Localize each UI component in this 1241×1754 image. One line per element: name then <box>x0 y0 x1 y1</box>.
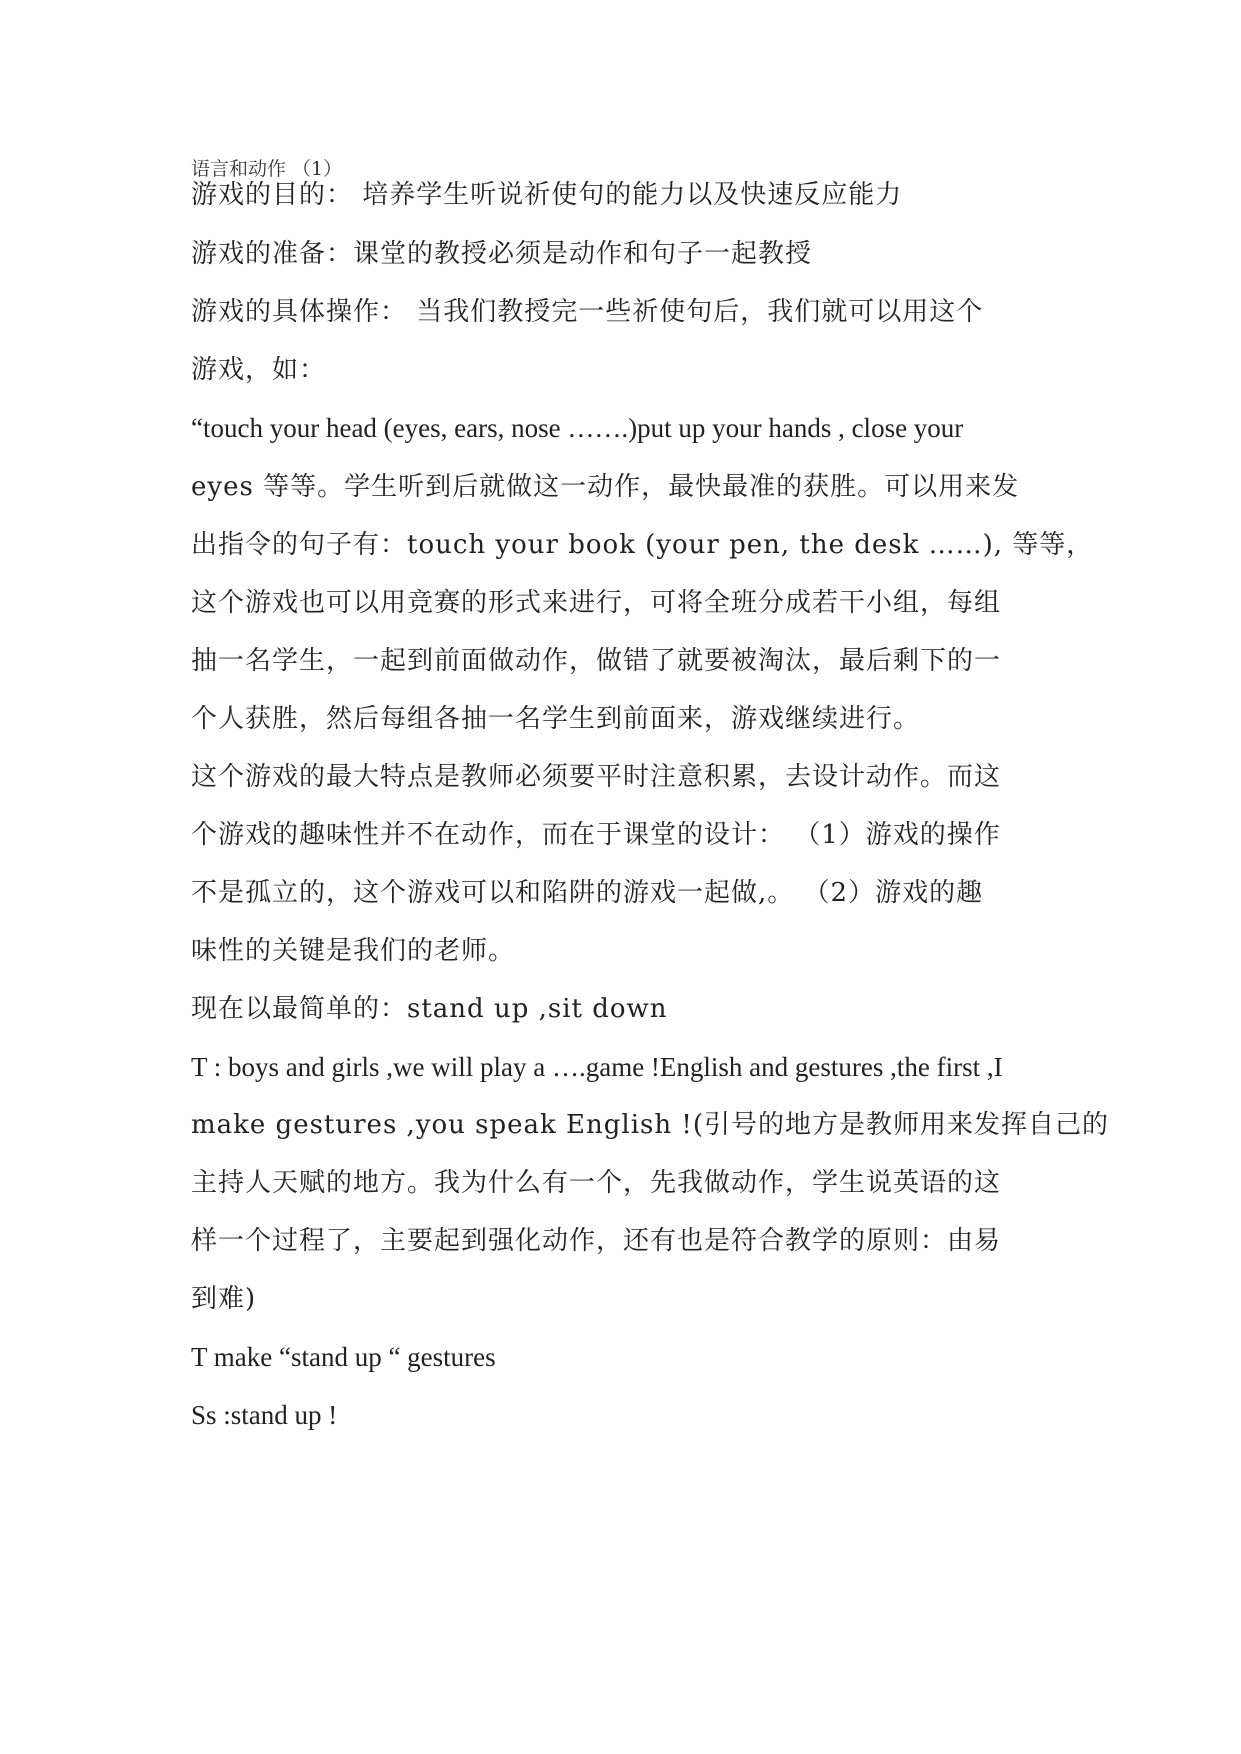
text-line-dialogue: Ss :stand up ! <box>191 1400 338 1430</box>
text-line: 不是孤立的，这个游戏可以和陷阱的游戏一起做,。 （2）游戏的趣 <box>191 878 984 908</box>
text-line-preparation: 游戏的准备：课堂的教授必须是动作和句子一起教授 <box>191 239 813 269</box>
text-line: 这个游戏的最大特点是教师必须要平时注意积累，去设计动作。而这 <box>191 762 1002 792</box>
text-line: 主持人天赋的地方。我为什么有一个，先我做动作，学生说英语的这 <box>191 1168 1002 1198</box>
text-line-operation: 游戏的具体操作： 当我们教授完一些祈使句后，我们就可以用这个 <box>191 297 984 327</box>
text-line-goal: 游戏的目的： 培养学生听说祈使句的能力以及快速反应能力 <box>191 180 903 210</box>
text-line: 个游戏的趣味性并不在动作，而在于课堂的设计： （1）游戏的操作 <box>191 820 1001 850</box>
text-line: 抽一名学生，一起到前面做动作，做错了就要被淘汰，最后剩下的一 <box>191 646 1002 676</box>
text-line: 游戏，如： <box>191 355 327 385</box>
section-heading: 语言和动作 （1） <box>191 158 343 180</box>
text-line: 到难) <box>191 1284 257 1314</box>
text-line: 味性的关键是我们的老师。 <box>191 936 516 966</box>
text-line-example-commands: “touch your head (eyes, ears, nose …….)put up your hands , close your <box>191 413 964 443</box>
text-line: eyes 等等。学生听到后就做这一动作，最快最准的获胜。可以用来发 <box>191 472 1020 502</box>
text-line: 出指令的句子有：touch your book (your pen, the desk ……), 等等， <box>191 530 1094 560</box>
text-line: 现在以最简单的：stand up ,sit down <box>191 994 668 1024</box>
text-line: 这个游戏也可以用竞赛的形式来进行，可将全班分成若干小组，每组 <box>191 588 1002 618</box>
text-line: make gestures ,you speak English !(引号的地方是教师用来发挥自己的 <box>191 1110 1110 1140</box>
text-line: 样一个过程了，主要起到强化动作，还有也是符合教学的原则：由易 <box>191 1226 1002 1256</box>
text-line: 个人获胜，然后每组各抽一名学生到前面来，游戏继续进行。 <box>191 704 921 734</box>
text-line-dialogue: T make “stand up “ gestures <box>191 1342 496 1372</box>
text-line-dialogue: T : boys and girls ,we will play a ….game !English and gestures ,the first ,I <box>191 1052 1003 1082</box>
